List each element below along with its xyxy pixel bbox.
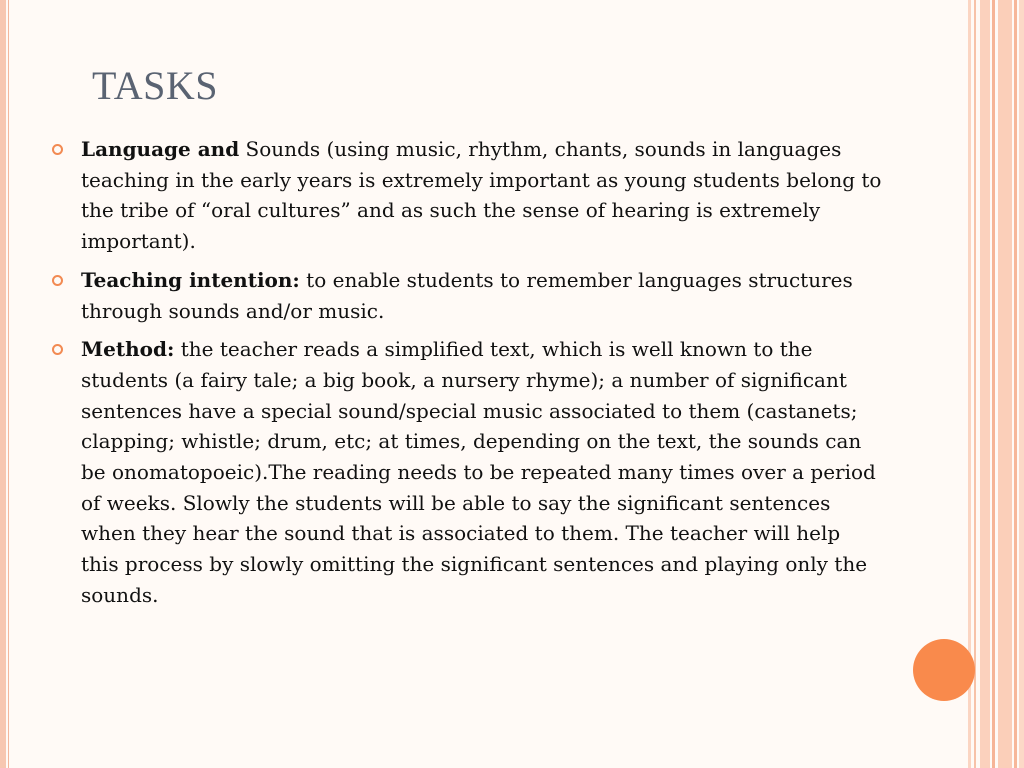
bullet-marker-icon: [52, 344, 63, 355]
decorative-circle-icon: [913, 639, 975, 701]
bullet-item: [52, 265, 882, 326]
stripe: [998, 0, 1012, 768]
bullet-lead: Teaching intention:: [81, 267, 300, 292]
stripe: [1014, 0, 1017, 768]
left-border-bar: [0, 0, 6, 768]
stripe: [974, 0, 976, 768]
bullet-marker-icon: [52, 144, 63, 155]
slide-title: TASKS: [92, 63, 218, 108]
bullet-lead: Method:: [81, 337, 175, 362]
bullet-marker-icon: [52, 275, 63, 286]
bullet-lead: Language and: [81, 137, 240, 161]
bullet-text: Sounds (using music, rhythm, chants, sounds in languages teaching in the early years is extremely important as young students belong to the tribe of “oral cultures” and as such the sense of hearing is extremely important).: [81, 137, 882, 254]
bullet-item: [52, 134, 882, 257]
right-stripe-decoration: [968, 0, 1024, 768]
stripe: [1019, 0, 1024, 768]
stripe: [980, 0, 990, 768]
stripe: [992, 0, 995, 768]
bullet-list: [52, 134, 882, 619]
left-border-line: [8, 0, 9, 768]
bullet-text: the teacher reads a simplified text, which is well known to the students (a fairy tale; a big book, a nursery rhyme); a number of significant sentences have a special sound/special music associated to them (castanets; clapping; whistle; drum, etc; at times, depending on the text, the sounds can be onomatopoeic).The reading needs to be repeated many times over a period of weeks. Slowly the students will be able to say the significant sentences when they hear the sound that is associated to them. The teacher will help this process by slowly omitting the significant sentences and playing only the sounds.: [81, 337, 876, 607]
bullet-text: to enable students to remember languages structures through sounds and/or music.: [81, 267, 853, 323]
bullet-item: [52, 334, 882, 610]
